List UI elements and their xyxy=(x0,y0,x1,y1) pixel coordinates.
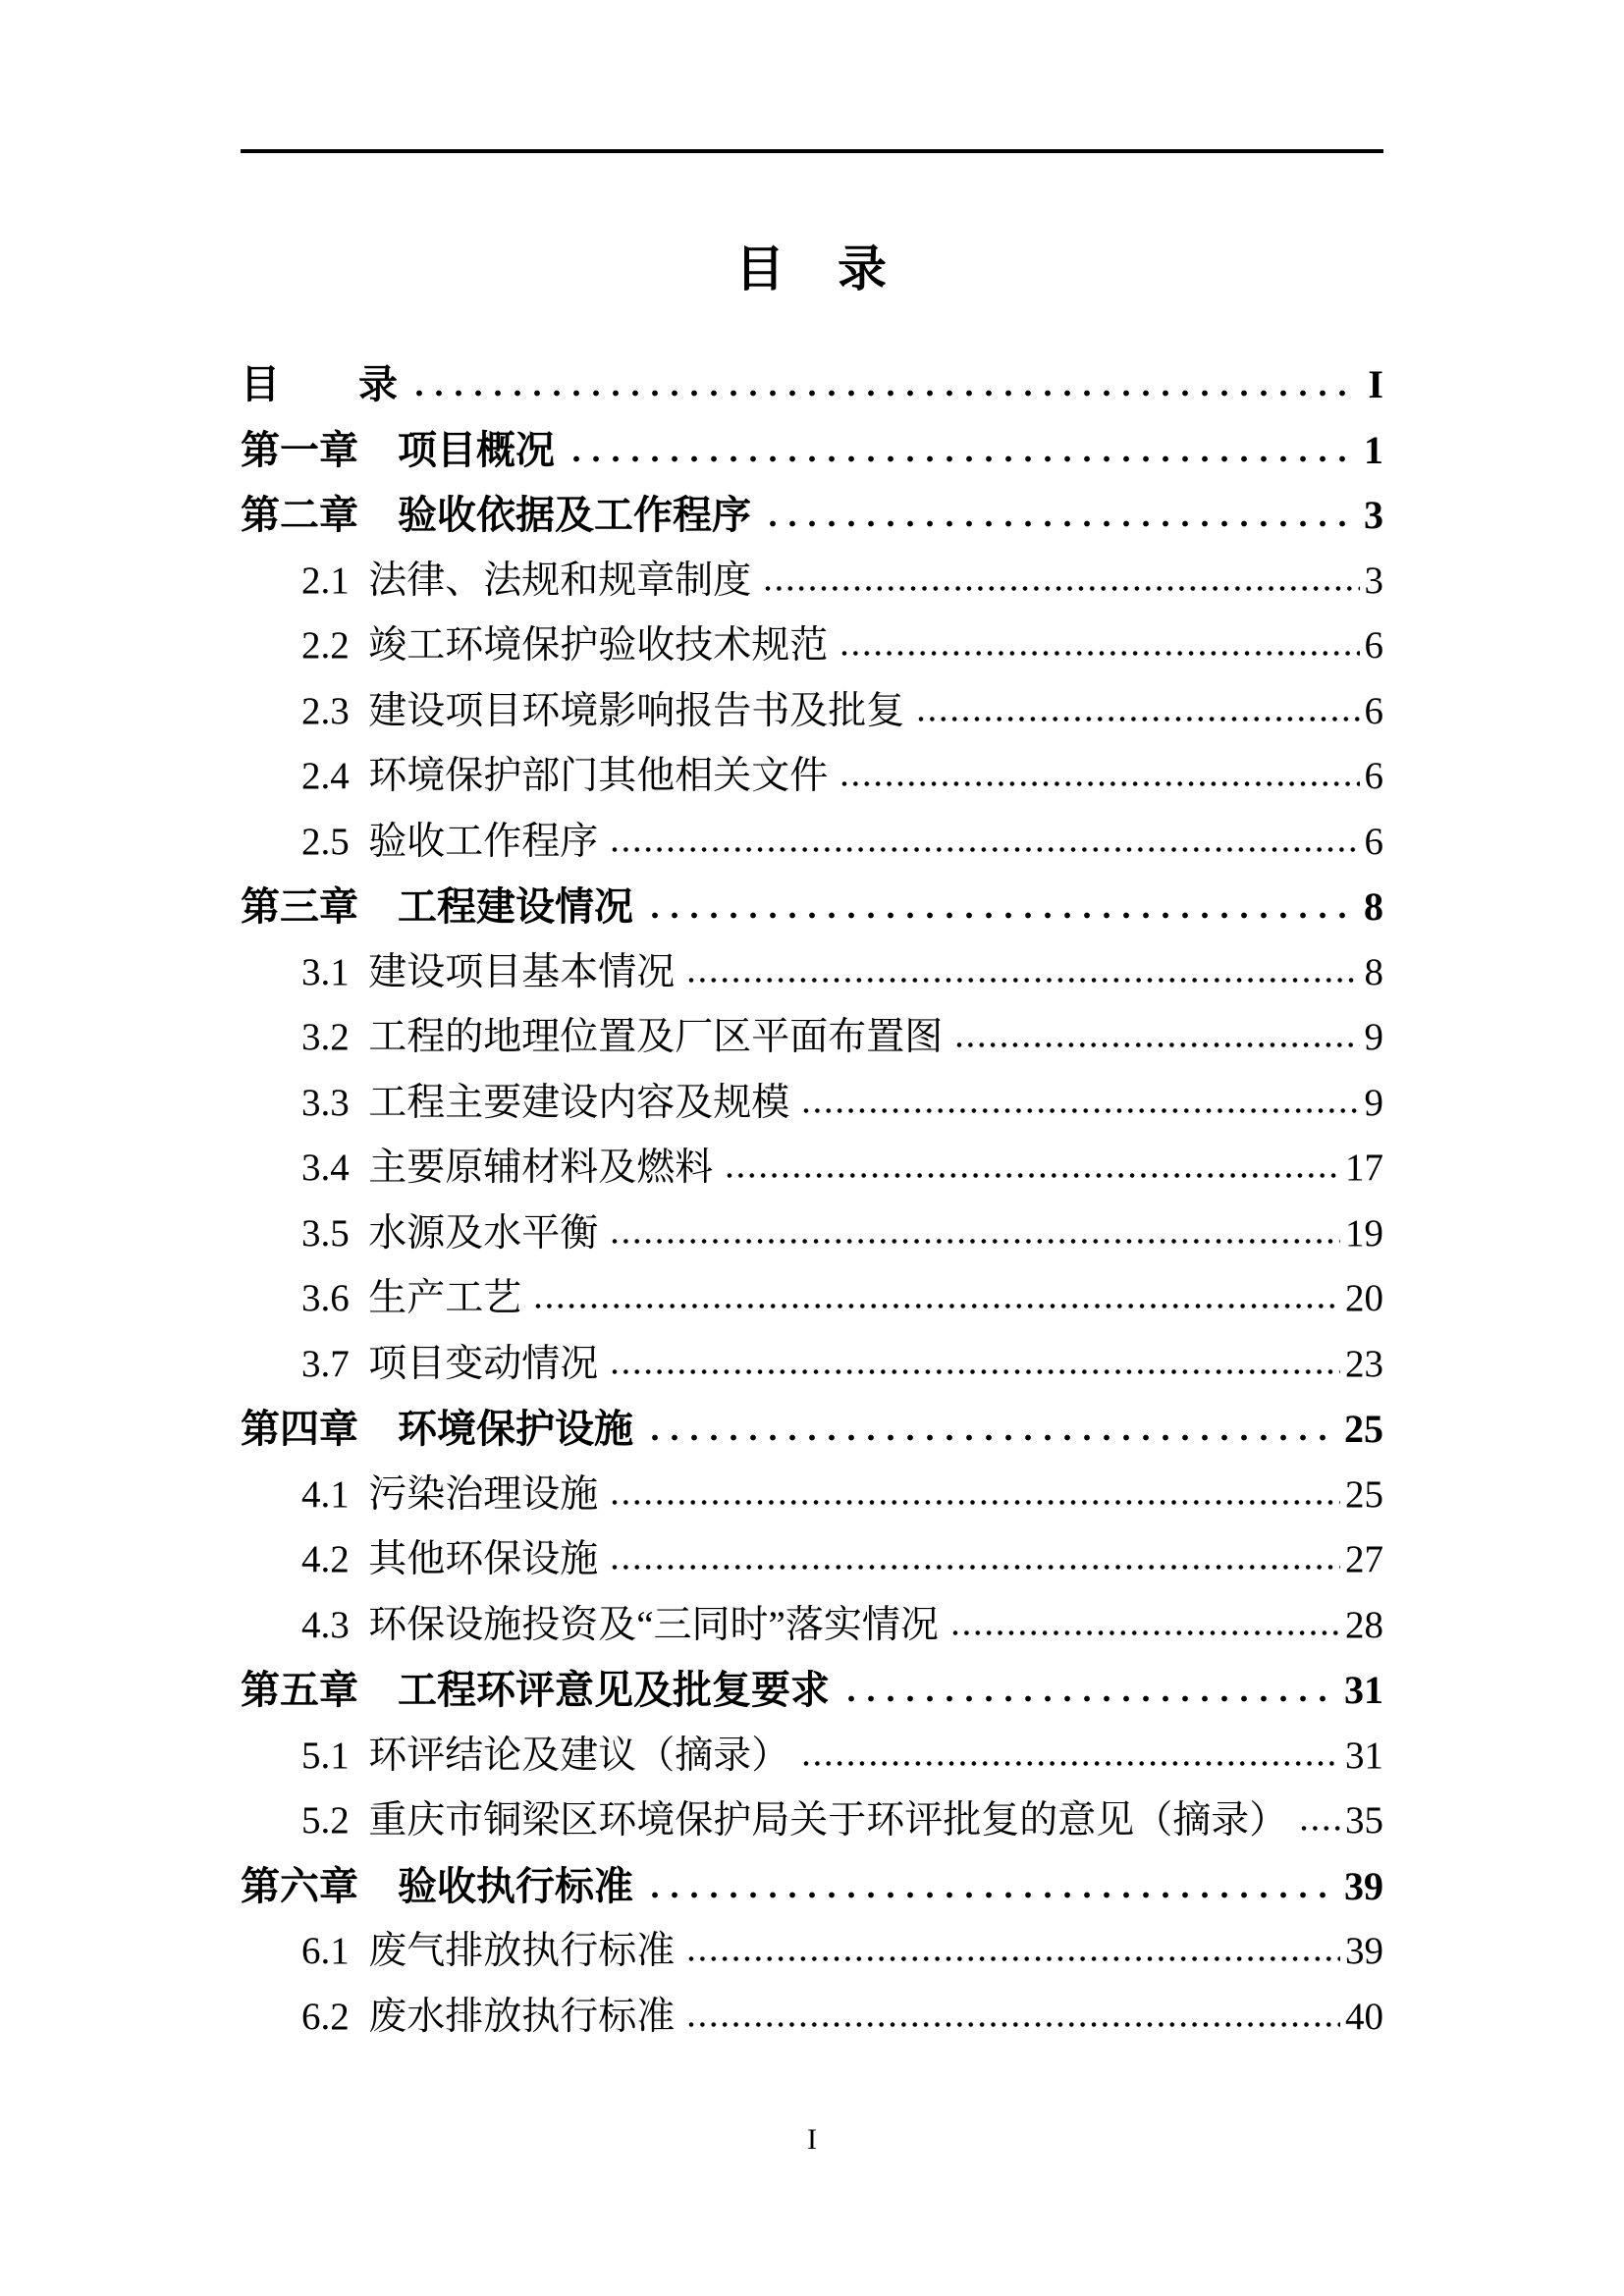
dot-leader xyxy=(610,1237,1340,1246)
toc-entry-label: 第三章 工程建设情况 xyxy=(241,884,633,929)
toc-entry xyxy=(241,342,1383,407)
toc-entry-page: 8 xyxy=(1364,884,1383,929)
toc-entry-label: 3.1 建设项目基本情况 xyxy=(301,950,676,993)
toc-entry-page: 27 xyxy=(1345,1538,1383,1580)
toc-entry xyxy=(241,1125,1383,1191)
toc-entry-page: 25 xyxy=(1344,1407,1383,1451)
toc-entry-page: 6 xyxy=(1364,624,1383,667)
toc-entry xyxy=(241,1321,1383,1387)
dot-leader xyxy=(610,1563,1340,1572)
toc-entry-page: 39 xyxy=(1345,1930,1383,1972)
dot-leader xyxy=(610,845,1359,854)
dot-leader xyxy=(686,1954,1340,1963)
toc-entry-page: 40 xyxy=(1345,1995,1383,2038)
toc-entry xyxy=(241,1908,1383,1974)
dot-leader xyxy=(610,1367,1340,1376)
toc-entry-label: 第四章 环境保护设施 xyxy=(241,1407,633,1451)
toc-entry-label: 2.3 建设项目环境影响报告书及批复 xyxy=(301,689,905,732)
toc-entry xyxy=(241,407,1383,473)
toc-entry-page: 3 xyxy=(1364,559,1383,602)
toc-entry xyxy=(241,1517,1383,1582)
dot-leader xyxy=(409,389,1350,398)
toc-entry-label: 6.1 废气排放执行标准 xyxy=(301,1930,676,1972)
toc-entry-page: 31 xyxy=(1344,1668,1383,1712)
toc-entry-page: 9 xyxy=(1364,1016,1383,1058)
toc-entry xyxy=(241,733,1383,799)
toc-entry xyxy=(241,1386,1383,1452)
toc-entry-label: 4.1 污染治理设施 xyxy=(301,1472,599,1516)
toc-entry-label: 3.3 工程主要建设内容及规模 xyxy=(301,1081,790,1124)
toc-entry xyxy=(241,930,1383,995)
toc-entry-page: 25 xyxy=(1345,1472,1383,1516)
dot-leader xyxy=(567,454,1346,463)
toc-entry-page: 3 xyxy=(1364,493,1383,537)
toc-entry-label: 3.7 项目变动情况 xyxy=(301,1342,599,1385)
toc-entry-page: 23 xyxy=(1345,1342,1383,1385)
toc-entry xyxy=(241,538,1383,604)
toc-entry-label: 5.1 环评结论及建议（摘录） xyxy=(301,1734,790,1777)
dot-leader xyxy=(686,2020,1340,2029)
toc-entry xyxy=(241,864,1383,930)
dot-leader xyxy=(610,1498,1340,1507)
toc-entry xyxy=(241,1060,1383,1126)
toc-entry-label: 第五章 工程环评意见及批复要求 xyxy=(241,1668,830,1712)
toc-entry-label: 目 录 xyxy=(241,362,398,406)
toc-entry-page: 19 xyxy=(1345,1211,1383,1255)
toc-entry xyxy=(241,1582,1383,1648)
toc-entry-label: 第六章 验收执行标准 xyxy=(241,1863,633,1908)
dot-leader xyxy=(954,1041,1359,1049)
dot-leader xyxy=(725,1171,1340,1180)
toc-entry-page: 17 xyxy=(1345,1147,1383,1189)
toc-entry-label: 2.1 法律、法规和规章制度 xyxy=(301,559,752,602)
toc-entry-page: 20 xyxy=(1345,1277,1383,1319)
toc-entry-page: 8 xyxy=(1364,950,1383,993)
dot-leader xyxy=(801,1106,1359,1115)
toc-entry xyxy=(241,603,1383,668)
toc-entry-label: 4.3 环保设施投资及“三同时”落实情况 xyxy=(301,1603,939,1646)
dot-leader xyxy=(841,1694,1326,1703)
toc-entry xyxy=(241,799,1383,865)
toc-entry-label: 5.2 重庆市铜梁区环境保护局关于环评批复的意见（摘录） xyxy=(301,1799,1288,1842)
dot-leader xyxy=(686,976,1359,985)
toc-entry-page: 6 xyxy=(1364,820,1383,863)
toc-entry-page: 39 xyxy=(1344,1863,1383,1908)
toc-entry-label: 2.2 竣工环境保护验收技术规范 xyxy=(301,624,829,667)
dot-leader xyxy=(839,779,1359,788)
toc-entry xyxy=(241,1647,1383,1713)
header-divider xyxy=(241,149,1383,153)
toc-entry-page: 1 xyxy=(1364,427,1383,472)
dot-leader xyxy=(950,1629,1340,1637)
toc-entry-page: I xyxy=(1368,362,1383,406)
toc-entry-label: 4.2 其他环保设施 xyxy=(301,1538,599,1580)
dot-leader xyxy=(645,1891,1326,1899)
toc-entry xyxy=(241,1191,1383,1256)
toc-entry-page: 9 xyxy=(1364,1081,1383,1124)
toc-entry xyxy=(241,472,1383,538)
toc-entry-label: 第二章 验收依据及工作程序 xyxy=(241,493,751,537)
toc-entry-page: 35 xyxy=(1345,1799,1383,1842)
dot-leader xyxy=(801,1759,1340,1768)
toc-entry-label: 3.5 水源及水平衡 xyxy=(301,1211,599,1255)
dot-leader xyxy=(839,649,1359,658)
toc-entry-label: 6.2 废水排放执行标准 xyxy=(301,1995,676,2038)
dot-leader xyxy=(645,1433,1326,1442)
dot-leader xyxy=(1299,1824,1340,1833)
page-title: 目 录 xyxy=(735,241,889,296)
toc-entry-label: 第一章 项目概况 xyxy=(241,427,555,472)
dot-leader xyxy=(645,911,1346,920)
toc-entry-page: 6 xyxy=(1364,755,1383,797)
toc-entry xyxy=(241,1778,1383,1843)
dot-leader xyxy=(916,715,1359,723)
toc-entry xyxy=(241,1255,1383,1321)
toc-entry-label: 3.6 生产工艺 xyxy=(301,1277,522,1319)
toc-entry-page: 28 xyxy=(1345,1603,1383,1646)
toc-entry xyxy=(241,1713,1383,1779)
toc-entry-label: 3.4 主要原辅材料及燃料 xyxy=(301,1147,714,1189)
dot-leader xyxy=(533,1302,1340,1310)
dot-leader xyxy=(763,519,1346,528)
toc-entry-label: 2.4 环境保护部门其他相关文件 xyxy=(301,755,829,797)
toc-entry-label: 2.5 验收工作程序 xyxy=(301,820,599,863)
toc-entry-label: 3.2 工程的地理位置及厂区平面布置图 xyxy=(301,1016,944,1058)
toc-entry xyxy=(241,1843,1383,1909)
dot-leader xyxy=(763,584,1359,593)
toc-entry-page: 31 xyxy=(1345,1734,1383,1777)
toc-entry xyxy=(241,1452,1383,1518)
toc-entry-page: 6 xyxy=(1364,689,1383,732)
footer-page-number: I xyxy=(807,2123,817,2156)
toc-entry xyxy=(241,994,1383,1060)
toc-entry xyxy=(241,668,1383,734)
toc-list xyxy=(241,342,1383,2039)
toc-entry xyxy=(241,1974,1383,2040)
